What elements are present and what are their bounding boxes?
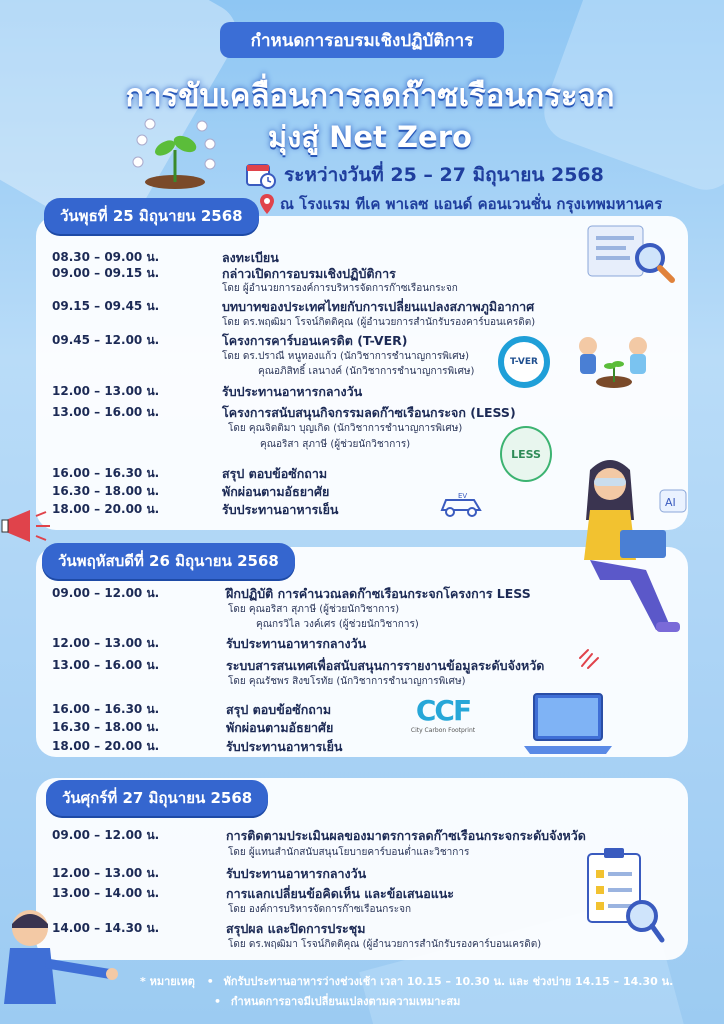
schedule-detail: โดย ดร.ปราณี หนูทองแก้ว (นักวิชาการชำนาญการพิเศษ) xyxy=(222,351,470,362)
schedule-time: 16.00 – 16.30 น. xyxy=(52,702,160,716)
schedule-time: 16.30 – 18.00 น. xyxy=(52,720,160,734)
schedule-detail: คุณอภิสิทธิ์ เลนางค์ (นักวิชาการชำนาญการพิเศษ) xyxy=(258,366,475,377)
schedule-time: 18.00 – 20.00 น. xyxy=(52,502,160,516)
schedule-time: 14.00 – 14.30 น. xyxy=(52,921,160,935)
schedule-activity: สรุปผล และปิดการประชุม xyxy=(226,921,366,936)
clipboard-checklist-illustration xyxy=(578,846,668,946)
woman-laptop-illustration xyxy=(560,450,690,640)
tver-logo-text: T-VER xyxy=(510,357,538,367)
ccf-logo xyxy=(398,694,488,744)
day1-label: วันพุธที่ 25 มิถุนายน 2568 xyxy=(44,198,259,234)
schedule-time: 09.00 – 12.00 น. xyxy=(52,586,160,600)
schedule-time: 09.00 – 09.15 น. xyxy=(52,266,160,280)
plant-co2-illustration xyxy=(130,110,220,190)
schedule-activity: ระบบสารสนเทศเพื่อสนับสนุนการรายงานข้อมูลระดับจังหวัด xyxy=(226,658,545,673)
schedule-detail: โดย คุณจิตติมา บุญเกิด (นักวิชาการชำนาญการพิเศษ) xyxy=(228,423,463,434)
schedule-detail: โดย ผู้อำนวยการองค์การบริหารจัดการก๊าซเรือนกระจก xyxy=(222,283,458,294)
footnote-line1: พักรับประทานอาหารว่างช่วงเช้า เวลา 10.15 – 10.30 น. และ ช่วงบ่าย 14.15 – 14.30 น. xyxy=(223,975,674,988)
sub-title: มุ่งสู่ Net Zero xyxy=(268,120,472,154)
schedule-activity: รับประทานอาหารเย็น xyxy=(222,502,339,517)
schedule-time: 16.30 – 18.00 น. xyxy=(52,484,160,498)
schedule-activity: ฝึกปฏิบัติ การคำนวณลดก๊าซเรือนกระจกโครงการ LESS xyxy=(226,586,531,601)
calendar-icon xyxy=(246,161,276,189)
schedule-activity: พักผ่อนตามอัธยาศัย xyxy=(222,484,330,499)
schedule-time: 13.00 – 14.00 น. xyxy=(52,886,160,900)
less-logo xyxy=(500,426,552,482)
sparkle-icon xyxy=(578,646,602,670)
ccf-logo-text: CCF xyxy=(415,694,471,727)
bullet-icon: • xyxy=(206,975,214,988)
schedule-time: 08.30 – 09.00 น. xyxy=(52,250,160,264)
schedule-activity: โครงการคาร์บอนเครดิต (T-VER) xyxy=(222,333,408,348)
main-title: การขับเคลื่อนการลดก๊าซเรือนกระจก xyxy=(125,78,615,114)
schedule-time: 13.00 – 16.00 น. xyxy=(52,405,160,419)
program-banner: กำหนดการอบรมเชิงปฏิบัติการ xyxy=(220,22,504,58)
event-dates xyxy=(246,160,604,190)
schedule-detail: คุณกรวิไล วงค์เศร (ผู้ช่วยนักวิชาการ) xyxy=(256,619,419,630)
laptop-illustration xyxy=(520,690,616,760)
schedule-activity: รับประทานอาหารกลางวัน xyxy=(226,866,367,881)
schedule-activity: โครงการสนับสนุนกิจกรรมลดก๊าซเรือนกระจก (LESS) xyxy=(222,405,516,420)
schedule-activity: สรุป ตอบข้อซักถาม xyxy=(222,466,328,481)
kids-planting-illustration xyxy=(566,332,666,392)
schedule-detail: โดย องค์การบริหารจัดการก๊าซเรือนกระจก xyxy=(228,904,412,915)
schedule-activity: การติดตามประเมินผลของมาตรการลดก๊าซเรือนกระจกระดับจังหวัด xyxy=(226,828,586,843)
less-logo-text: LESS xyxy=(511,447,541,461)
ev-car-icon xyxy=(438,490,484,518)
schedule-time: 18.00 – 20.00 น. xyxy=(52,739,160,753)
schedule-detail: โดย ดร.พฤฒิมา โรจน์กิตติคุณ (ผู้อำนวยการสำนักรับรองคาร์บอนเครดิต) xyxy=(222,317,536,328)
schedule-detail: คุณอริสา สุภาษี (ผู้ช่วยนักวิชาการ) xyxy=(260,439,411,450)
schedule-time: 09.00 – 12.00 น. xyxy=(52,828,160,842)
day3-label: วันศุกร์ที่ 27 มิถุนายน 2568 xyxy=(46,780,268,816)
schedule-detail: โดย ดร.พฤฒิมา โรจน์กิตติคุณ (ผู้อำนวยการสำนักรับรองคาร์บอนเครดิต) xyxy=(228,939,542,950)
schedule-time: 12.00 – 13.00 น. xyxy=(52,384,160,398)
schedule-activity: รับประทานอาหารเย็น xyxy=(226,739,343,754)
schedule-time: 09.45 – 12.00 น. xyxy=(52,333,160,347)
footnote xyxy=(140,972,673,990)
schedule-time: 12.00 – 13.00 น. xyxy=(52,866,160,880)
event-venue xyxy=(260,192,662,216)
schedule-detail: โดย ผู้แทนสำนักสนับสนุนโยบายคาร์บอนต่ำและวิชาการ xyxy=(228,847,470,858)
schedule-activity: การแลกเปลี่ยนข้อคิดเห็น และข้อเสนอแนะ xyxy=(226,886,455,901)
location-pin-icon xyxy=(260,194,274,214)
megaphone-icon xyxy=(0,506,62,546)
schedule-activity: รับประทานอาหารกลางวัน xyxy=(222,384,363,399)
schedule-activity: สรุป ตอบข้อซักถาม xyxy=(226,702,332,717)
venue-text: ณ โรงแรม ทีเค พาเลซ แอนด์ คอนเวนชั่น กรุงเทพมหานคร xyxy=(280,195,663,213)
schedule-detail: โดย คุณรัชพร สิงขโรทัย (นักวิชาการชำนาญการพิเศษ) xyxy=(228,676,466,687)
ccf-logo-subtitle: City Carbon Footprint xyxy=(410,727,476,734)
schedule-detail: โดย คุณอริสา สุภาษี (ผู้ช่วยนักวิชาการ) xyxy=(228,604,400,615)
schedule-time: 13.00 – 16.00 น. xyxy=(52,658,160,672)
schedule-time: 16.00 – 16.30 น. xyxy=(52,466,160,480)
pointing-person-illustration xyxy=(0,904,120,1004)
footnote-line2: กำหนดการอาจมีเปลี่ยนแปลงตามความเหมาะสม xyxy=(230,995,461,1008)
schedule-time: 09.15 – 09.45 น. xyxy=(52,299,160,313)
footnote-2 xyxy=(214,992,460,1010)
bullet-icon: • xyxy=(214,995,222,1008)
document-magnifier-illustration xyxy=(578,216,678,286)
footnote-label: * หมายเหตุ xyxy=(140,975,195,988)
date-text: ระหว่างวันที่ 25 – 27 มิถุนายน 2568 xyxy=(284,164,604,186)
schedule-activity: บทบาทของประเทศไทยกับการเปลี่ยนแปลงสภาพภูมิอากาศ xyxy=(222,299,535,314)
schedule-activity: พักผ่อนตามอัธยาศัย xyxy=(226,720,334,735)
schedule-activity: กล่าวเปิดการอบรมเชิงปฏิบัติการ xyxy=(222,266,396,281)
schedule-time: 12.00 – 13.00 น. xyxy=(52,636,160,650)
ev-car-label: EV xyxy=(458,492,468,500)
day2-label: วันพฤหัสบดีที่ 26 มิถุนายน 2568 xyxy=(42,543,295,579)
schedule-activity: รับประทานอาหารกลางวัน xyxy=(226,636,367,651)
svg-text:AI: AI xyxy=(665,496,676,509)
schedule-activity: ลงทะเบียน xyxy=(222,250,279,265)
tver-logo xyxy=(498,336,550,388)
